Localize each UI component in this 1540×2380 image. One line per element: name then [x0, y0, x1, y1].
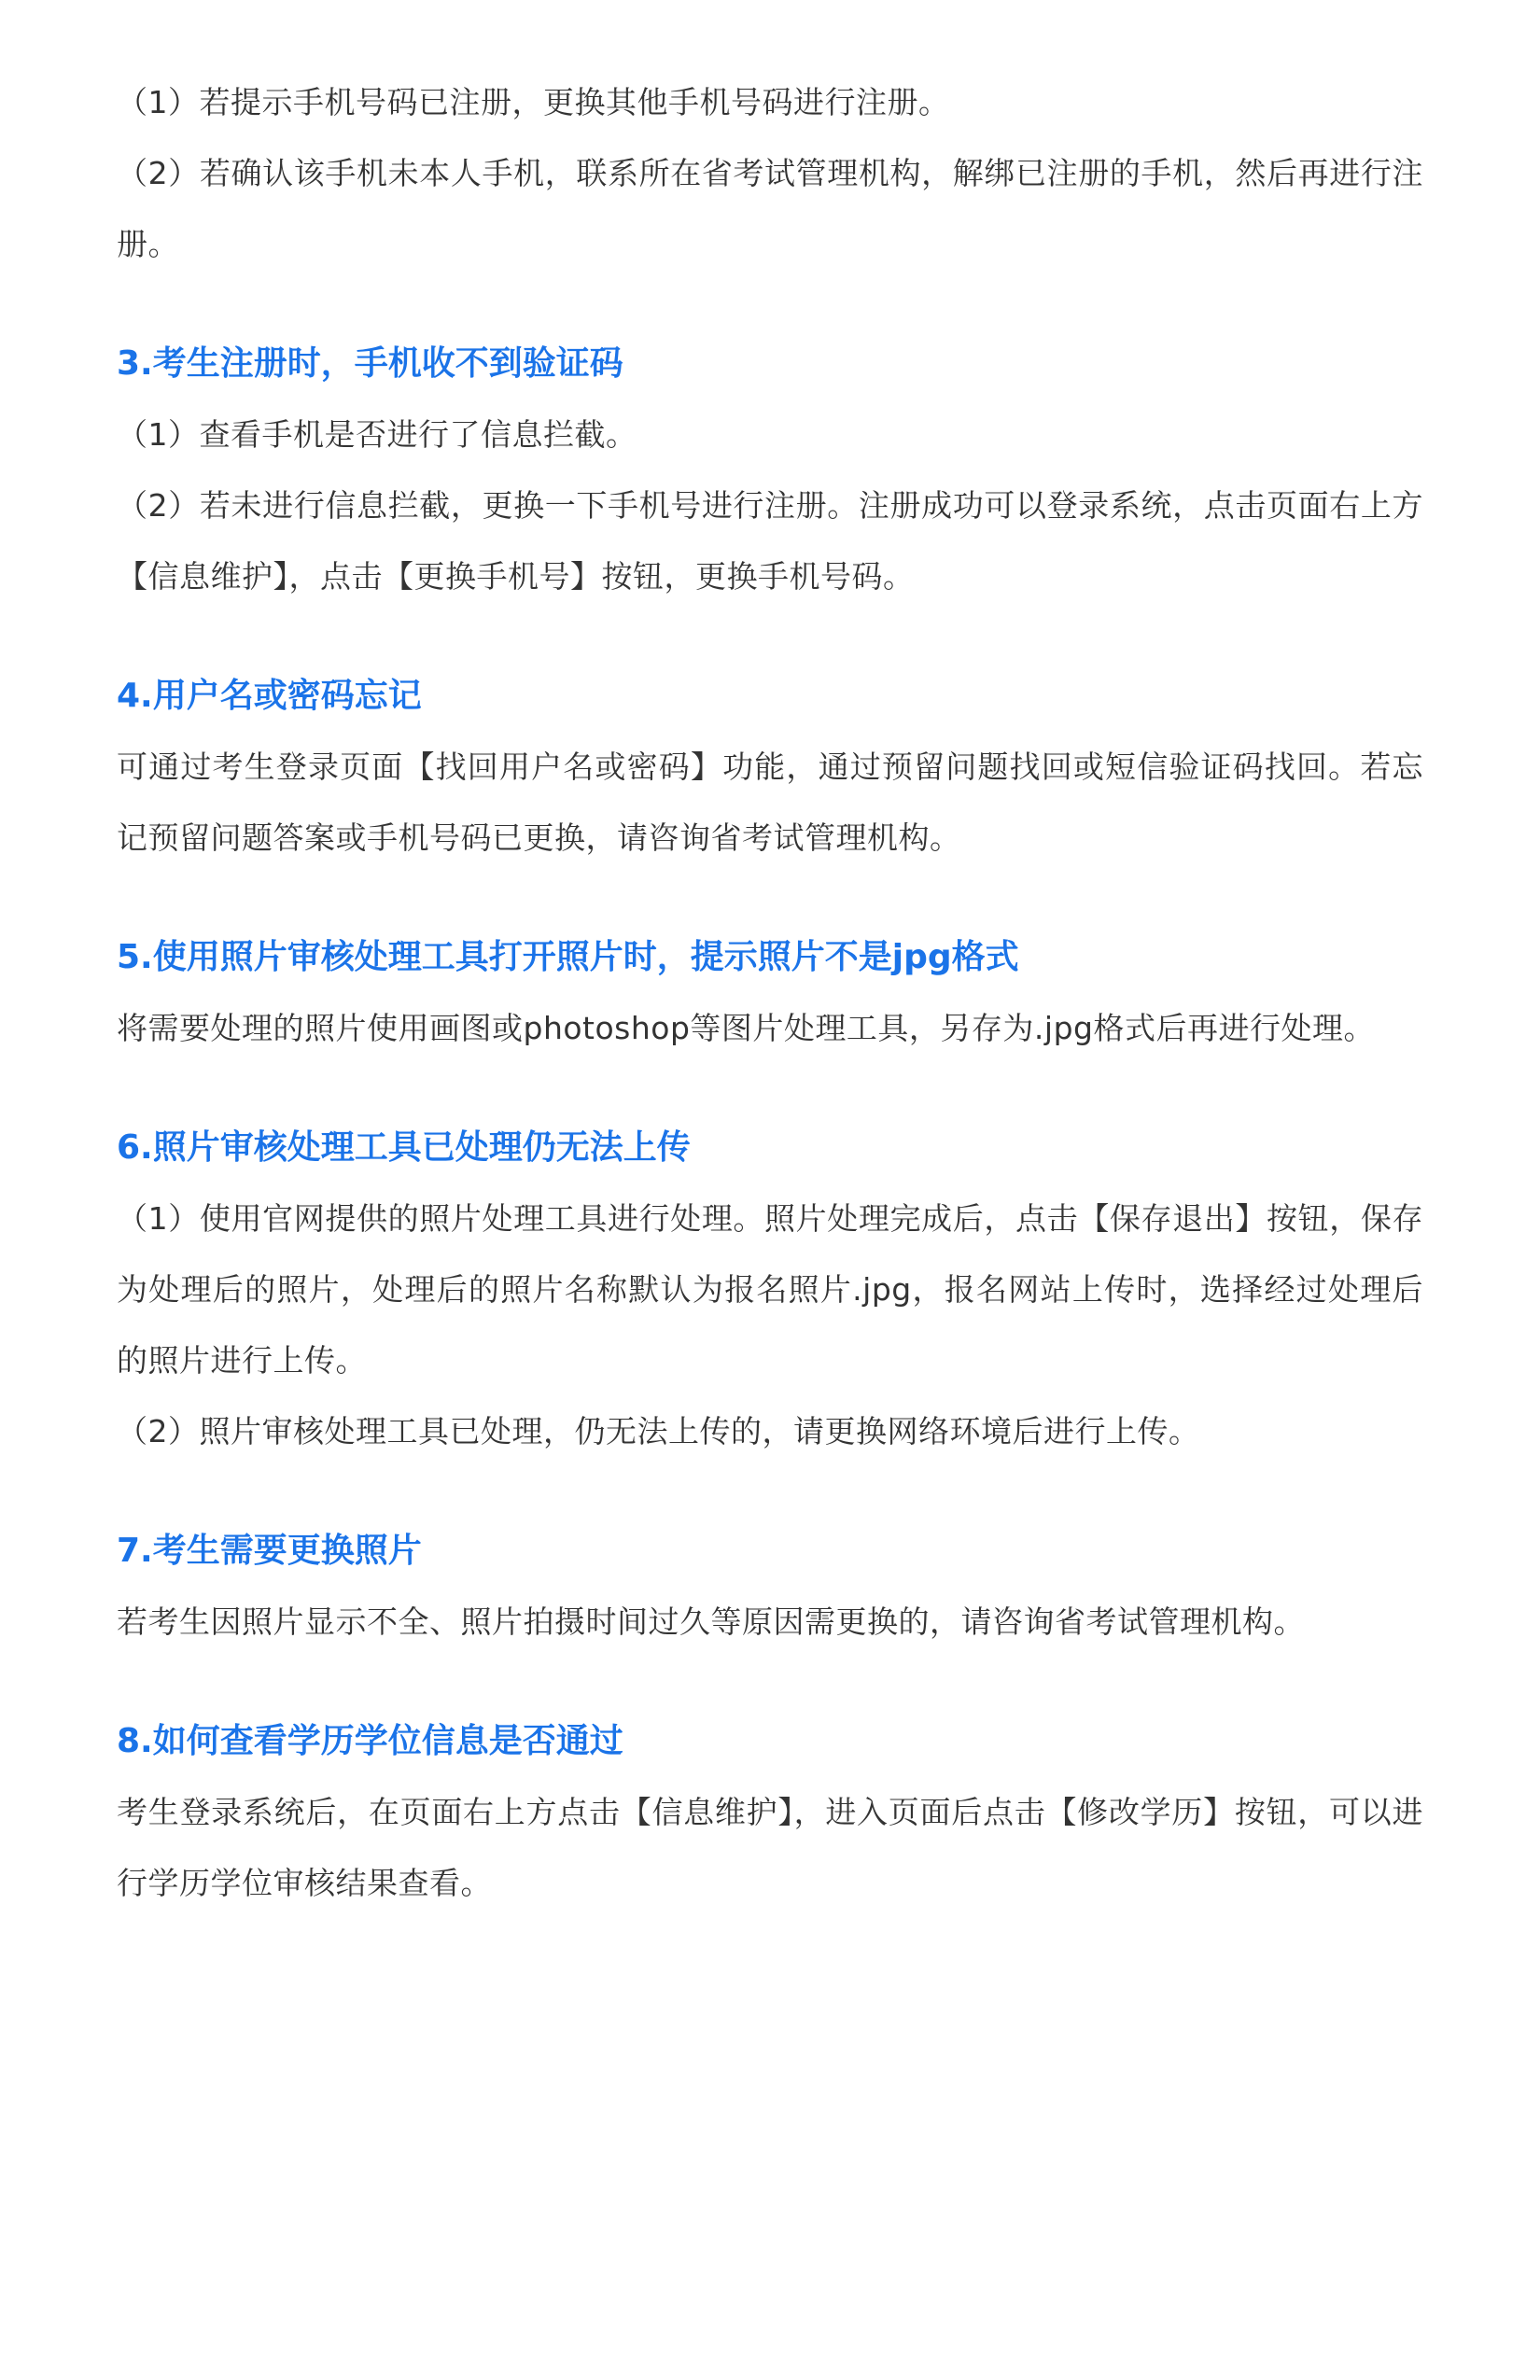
section-paragraph: （2）若未进行信息拦截，更换一下手机号进行注册。注册成功可以登录系统，点击页面右上方【信息维护】，点击【更换手机号】按钮，更换手机号码。 [117, 487, 1423, 595]
section-paragraph: 可通过考生登录页面【找回用户名或密码】功能，通过预留问题找回或短信验证码找回。若忘记预留问题答案或手机号码已更换，请咨询省考试管理机构。 [117, 749, 1423, 856]
section-heading: 8.如何查看学历学位信息是否通过 [117, 1722, 623, 1760]
section-paragraph: （1）查看手机是否进行了信息拦截。 [117, 416, 637, 453]
faq-section-4 [117, 661, 1423, 874]
faq-section-5 [117, 922, 1423, 1064]
faq-section-8 [117, 1706, 1423, 1919]
section-paragraph: 若考生因照片显示不全、照片拍摄时间过久等原因需更换的，请咨询省考试管理机构。 [117, 1603, 1305, 1640]
section-heading: 7.考生需要更换照片 [117, 1532, 422, 1570]
section-heading: 5.使用照片审核处理工具打开照片时，提示照片不是jpg格式 [117, 938, 1019, 976]
section-paragraph: 将需要处理的照片使用画图或photoshop等图片处理工具，另存为.jpg格式后再进行处理。 [117, 1010, 1375, 1046]
section-heading: 3.考生注册时，手机收不到验证码 [117, 344, 623, 383]
intro-block [117, 67, 1423, 280]
section-paragraph: 考生登录系统后，在页面右上方点击【信息维护】，进入页面后点击【修改学历】按钮，可以进行学历学位审核结果查看。 [117, 1794, 1423, 1901]
section-heading: 6.照片审核处理工具已处理仍无法上传 [117, 1128, 691, 1167]
faq-section-3 [117, 329, 1423, 612]
intro-line-2: （2）若确认该手机未本人手机，联系所在省考试管理机构，解绑已注册的手机，然后再进行注册。 [117, 155, 1423, 262]
faq-section-7 [117, 1516, 1423, 1658]
intro-line-1: （1）若提示手机号码已注册，更换其他手机号码进行注册。 [117, 84, 950, 120]
section-heading: 4.用户名或密码忘记 [117, 677, 422, 715]
section-paragraph: （2）照片审核处理工具已处理，仍无法上传的，请更换网络环境后进行上传。 [117, 1413, 1200, 1449]
faq-section-6 [117, 1113, 1423, 1467]
section-paragraph: （1）使用官网提供的照片处理工具进行处理。照片处理完成后，点击【保存退出】按钮，保存为处理后的照片，处理后的照片名称默认为报名照片.jpg，报名网站上传时，选择经过处理后的照片进行上传。 [117, 1200, 1423, 1379]
